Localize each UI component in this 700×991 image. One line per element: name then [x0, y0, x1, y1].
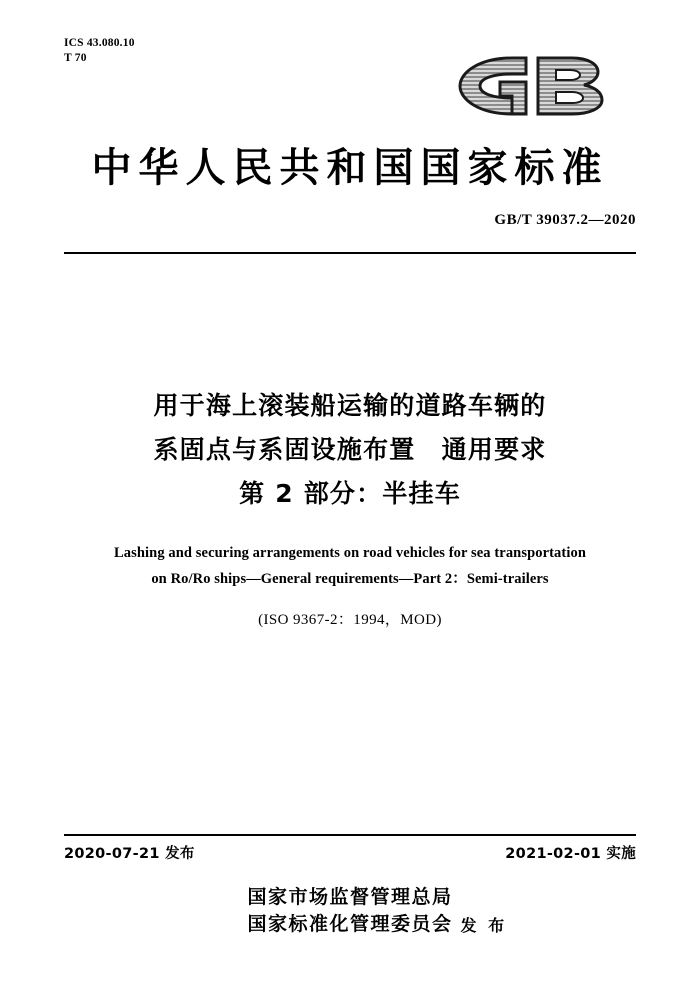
gb-logo-icon: [452, 52, 612, 120]
iso-reference: (ISO 9367-2：1994，MOD): [258, 612, 442, 628]
document-title-cn-line-1: 用于海上滚装船运输的道路车辆的: [153, 391, 547, 420]
effective-date: 2021-02-01 实施: [505, 846, 636, 862]
publish-label: 发 布: [460, 916, 508, 935]
divider-top: [64, 252, 636, 254]
national-standard-title: 中华人民共和国国家标准: [91, 145, 609, 191]
issue-date: 2020-07-21 发布: [64, 846, 195, 862]
standard-number: GB/T 39037.2—2020: [494, 212, 636, 228]
document-title-cn-line-2: 系固点与系固设施布置 通用要求: [153, 435, 547, 464]
document-title-cn: [0, 384, 700, 516]
divider-bottom: [64, 834, 636, 836]
ics-code: ICS 43.080.10: [64, 37, 135, 49]
document-title-en: [0, 540, 700, 592]
standard-class-code: T 70: [64, 52, 87, 64]
document-title-cn-line-3: 第 2 部分：半挂车: [239, 479, 461, 508]
ics-classification-block: [64, 36, 135, 66]
publisher-names: [247, 884, 508, 938]
publisher-name-2: 国家标准化管理委员会: [247, 913, 453, 935]
document-title-en-line-2: on Ro/Ro ships—General requirements—Part 2：Semi-trailers: [151, 571, 549, 587]
document-title-en-line-1: Lashing and securing arrangements on road vehicles for sea transportation: [114, 545, 586, 561]
publisher-name-1: 国家市场监督管理总局: [247, 886, 453, 908]
publisher-block: [0, 884, 700, 938]
